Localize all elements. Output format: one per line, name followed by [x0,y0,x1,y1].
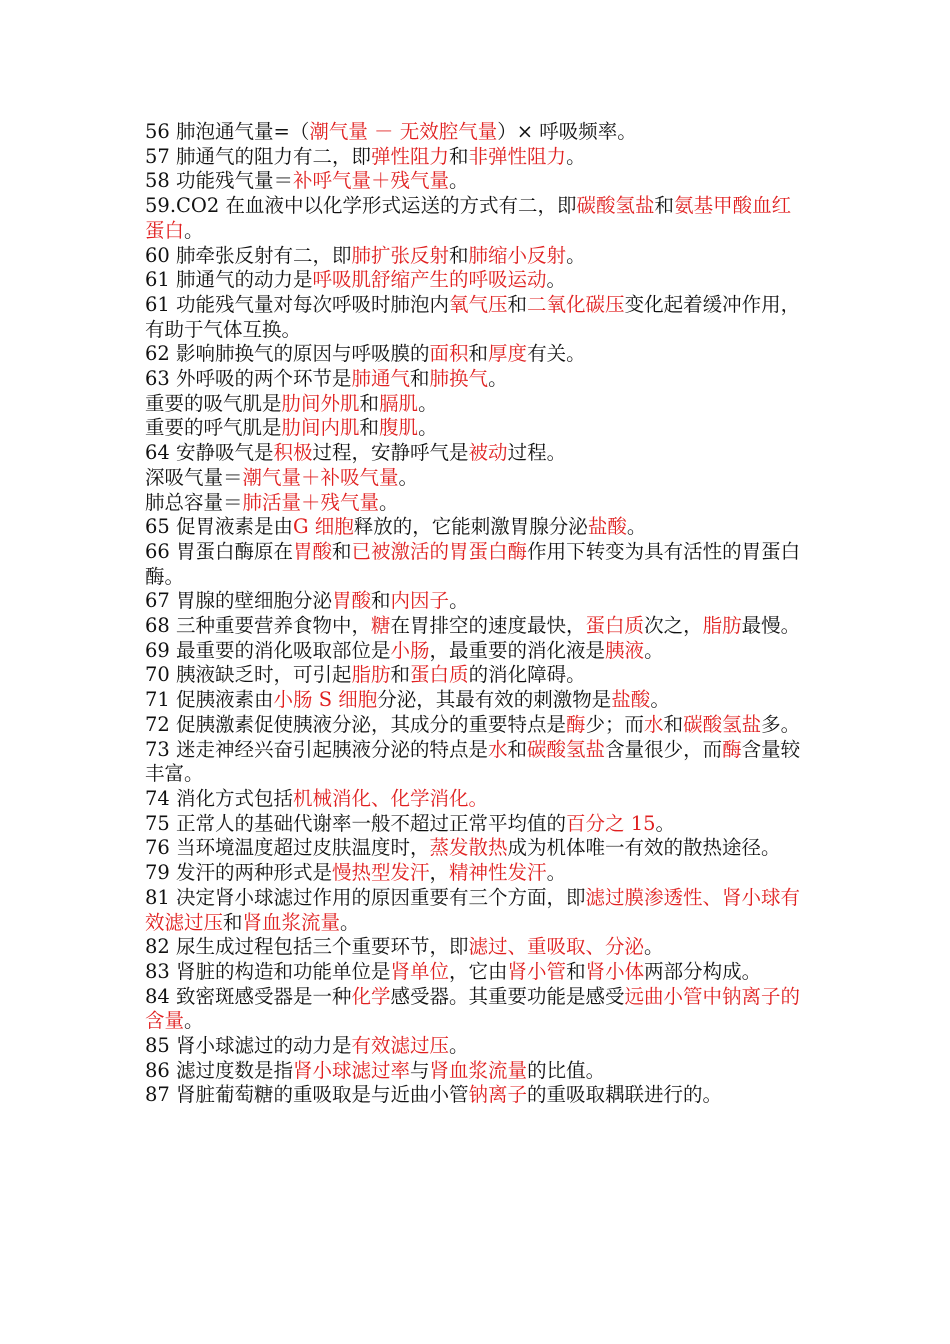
text-segment: 和 [359,391,380,415]
highlighted-term: 有效滤过压 [351,1034,450,1058]
highlighted-term: 厚度 [488,342,528,366]
highlighted-term: 小肠 S 细胞 [273,688,378,712]
text-line [145,244,810,269]
text-line [145,466,810,491]
highlighted-term: 盐酸 [587,515,627,539]
text-segment: 59.CO2 在血液中以化学形式运送的方式有二，即 [145,194,577,218]
text-segment: 重要的呼气肌是 [145,416,282,440]
text-segment: 含量很少，而 [605,737,723,761]
text-segment: 56 肺泡通气量=（ [145,120,310,143]
highlighted-term: 腹肌 [379,416,419,440]
text-segment: 。 [340,910,360,934]
text-segment: 69 最重要的消化吸取部位是 [145,638,391,662]
text-segment: 过程。 [507,441,567,465]
highlighted-term: 肋间内肌 [281,416,360,440]
text-segment: 变化起着缓冲作用，有助于气体互换。 [145,292,801,341]
text-segment: 和 [332,539,352,563]
text-segment: 。 [566,243,586,267]
text-segment: 57 肺通气的阻力有二，即 [145,144,372,168]
text-segment: 和 [371,589,391,613]
highlighted-term: 肺缩小反射 [468,243,567,267]
text-line [145,663,810,688]
highlighted-term: 钠离子 [468,1083,528,1107]
text-segment: 和 [507,292,528,316]
highlighted-term: 盐酸 [611,688,651,712]
text-line [145,392,810,417]
text-segment: 。 [655,811,676,835]
text-line [145,935,810,960]
text-segment: 。 [184,1009,204,1033]
text-segment: 85 肾小球滤过的动力是 [145,1034,352,1058]
text-segment: 。 [626,515,647,539]
highlighted-term: 蛋白质 [585,614,645,638]
highlighted-term: 弹性阻力 [371,144,450,168]
text-line [145,194,810,243]
highlighted-term: 面积 [429,342,469,366]
text-segment: 。 [184,218,204,242]
highlighted-term: 滤过、重吸取、分泌 [468,935,645,959]
text-segment: 和 [507,737,528,761]
highlighted-term: 氧气压 [449,292,508,316]
text-segment: 76 当环境温度超过皮肤温度时， [145,836,430,860]
text-segment: 释放的，它能刺激胃腺分泌 [353,515,588,539]
highlighted-term: 百分之 15 [566,811,656,835]
text-segment: 。 [449,169,469,193]
highlighted-term: 慢热型发汗 [332,861,430,885]
text-line [145,441,810,466]
text-line [145,367,810,392]
text-segment: 。 [546,268,567,292]
text-segment: 65 促胃液素是由 [145,515,294,539]
text-segment: 过程，安静呼气是 [312,441,469,465]
highlighted-term: 已被激活的胃蛋白酶 [351,539,528,563]
text-line [145,293,810,342]
text-segment: 72 促胰激素促使胰液分泌，其成分的重要特点是 [145,712,567,736]
text-line [145,886,810,935]
text-segment: 。 [546,861,567,885]
text-segment: 61 功能残气量对每次呼吸时肺泡内 [145,292,450,316]
text-line [145,688,810,713]
text-line [145,120,810,145]
text-segment: 肺总容量＝ [145,490,243,514]
text-line [145,639,810,664]
highlighted-term: 糖 [371,614,391,638]
text-segment: 81 决定肾小球滤过作用的原因重要有三个方面，即 [145,885,586,909]
text-segment: 62 影响肺换气的原因与呼吸膜的 [145,342,430,366]
text-segment: 64 安静吸气是 [145,441,274,465]
text-segment: 。 [449,1034,469,1058]
text-segment: 60 肺牵张反射有二，即 [145,243,352,267]
text-segment: 的比值。 [527,1058,606,1082]
text-line [145,1083,810,1108]
text-line [145,589,810,614]
text-segment: 和 [410,367,430,391]
highlighted-term: 肺通气 [351,367,411,391]
text-segment: 。 [379,490,399,514]
highlighted-term: 被动 [468,441,508,465]
text-segment: 深吸气量＝ [145,465,243,489]
highlighted-term: 潮气量 － 无效腔气量 [309,120,498,143]
text-segment: 67 胃腺的壁细胞分泌 [145,589,333,613]
text-segment: 和 [449,144,469,168]
text-segment: 的消化障碍。 [468,663,586,687]
text-segment: 和 [449,243,469,267]
text-line [145,738,810,787]
text-segment: 少；而 [585,712,645,736]
text-segment: 75 正常人的基础代谢率一般不超过正常平均值的 [145,811,567,835]
text-segment: 和 [566,959,586,983]
highlighted-term: G 细胞 [293,515,354,539]
text-line [145,515,810,540]
highlighted-term: 肾血浆流量 [429,1058,528,1082]
highlighted-term: 水 [644,712,664,736]
text-segment: 含量较丰富。 [145,737,801,786]
text-segment: 最慢。 [741,614,801,638]
text-segment: 83 肾脏的构造和功能单位是 [145,959,391,983]
highlighted-term: 碳酸氢盐 [527,737,606,761]
text-segment: 87 肾脏葡萄糖的重吸取是与近曲小管 [145,1083,469,1107]
highlighted-term: 氨基甲酸血红蛋白 [145,194,792,242]
text-line [145,491,810,516]
text-segment: 58 功能残气量＝ [145,169,294,193]
text-line [145,342,810,367]
text-segment: 有关。 [527,342,586,366]
text-line [145,268,810,293]
text-segment: 74 消化方式包括 [145,786,294,810]
text-segment: 。 [398,465,419,489]
text-line [145,169,810,194]
highlighted-term: 蛋白质 [410,663,469,687]
text-segment: 与 [410,1058,430,1082]
text-segment: 63 外呼吸的两个环节是 [145,367,352,391]
highlighted-term: 酶 [566,712,586,736]
text-line [145,836,810,861]
highlighted-term: 脂肪 [351,663,391,687]
highlighted-term: 肾单位 [390,959,450,983]
highlighted-term: 脂肪 [702,614,742,638]
text-segment: 。 [644,935,664,959]
text-line [145,960,810,985]
highlighted-term: 肾小体 [585,959,645,983]
highlighted-term: 酶 [722,737,742,761]
highlighted-term: 胃酸 [332,589,372,613]
text-segment: 作用下转变为具有活性的胃蛋白酶。 [145,539,801,588]
text-segment: 。 [566,144,586,168]
text-line [145,145,810,170]
highlighted-term: 补呼气量＋残气量 [293,169,450,193]
text-segment: 。 [418,416,438,440]
text-segment: 。 [644,638,664,662]
highlighted-term: 胃酸 [293,539,333,563]
text-segment: 。 [488,367,508,391]
text-line [145,787,810,812]
highlighted-term: 内因子 [390,589,450,613]
text-line [145,812,810,837]
text-segment: 66 胃蛋白酶原在 [145,539,294,563]
highlighted-term: 非弹性阻力 [468,144,567,168]
text-segment: 68 三种重要营养食物中， [145,614,372,638]
text-segment: 和 [663,712,684,736]
text-segment: ）× 呼吸频率。 [497,120,637,143]
text-line [145,540,810,589]
highlighted-term: 胰液 [605,638,645,662]
text-segment: 82 尿生成过程包括三个重要环节，即 [145,935,469,959]
highlighted-term: 滤过膜渗透性、肾小球有效滤过压 [145,885,801,934]
highlighted-term: 膈肌 [379,391,419,415]
highlighted-term: 肺扩张反射 [351,243,450,267]
text-segment: 成为机体唯一有效的散热途径。 [507,836,781,860]
text-segment: 。 [650,688,670,712]
highlighted-term: 小肠 [390,638,430,662]
text-segment: 在胃排空的速度最快， [390,614,586,638]
text-segment: 和 [359,416,380,440]
highlighted-term: 机械消化、化学消化。 [293,786,489,810]
text-segment: 和 [654,194,675,218]
text-segment: 70 胰液缺乏时，可引起 [145,663,352,687]
text-segment: ，最重要的消化液是 [429,638,606,662]
highlighted-term: 肾小管 [507,959,567,983]
highlighted-term: 积极 [273,441,313,465]
highlighted-term: 水 [488,737,508,761]
text-segment: 84 致密斑感受器是一种 [145,984,352,1008]
highlighted-term: 碳酸氢盐 [576,194,655,218]
text-line [145,713,810,738]
text-segment: 的重吸取耦联进行的。 [527,1083,723,1107]
text-segment: 71 促胰液素由 [145,688,274,712]
text-segment: 79 发汗的两种形式是 [145,861,333,885]
highlighted-term: 化学 [351,984,391,1008]
text-segment: ， [429,861,450,885]
text-segment: 73 迷走神经兴奋引起胰液分泌的特点是 [145,737,489,761]
text-segment: ，它由 [449,959,508,983]
text-line [145,1034,810,1059]
highlighted-term: 肺活量＋残气量 [242,490,380,514]
text-segment: 和 [223,910,243,934]
highlighted-term: 呼吸肌舒缩产生的呼吸运动 [312,268,547,292]
highlighted-term: 肾血浆流量 [242,910,341,934]
text-segment: 。 [418,391,438,415]
highlighted-term: 潮气量＋补吸气量 [242,465,399,489]
highlighted-term: 远曲小管中钠离子的含量 [145,984,801,1033]
highlighted-term: 肋间外肌 [281,391,360,415]
highlighted-term: 肺换气 [429,367,489,391]
document-body [145,120,810,1108]
text-line [145,861,810,886]
text-segment: 重要的吸气肌是 [145,391,282,415]
text-segment: 次之， [644,614,703,638]
text-segment: 86 滤过度数是指 [145,1058,294,1082]
text-line [145,985,810,1034]
highlighted-term: 碳酸氢盐 [683,712,762,736]
highlighted-term: 精神性发汗 [449,861,547,885]
text-segment: 多。 [761,712,801,736]
text-segment: 和 [390,663,411,687]
highlighted-term: 蒸发散热 [429,836,508,860]
text-segment: 两部分构成。 [644,959,762,983]
text-segment: 感受器。其重要功能是感受 [390,984,625,1008]
text-segment: 61 肺通气的动力是 [145,268,313,292]
text-line [145,416,810,441]
text-segment: 分泌，其最有效的刺激物是 [377,688,612,712]
highlighted-term: 肾小球滤过率 [293,1058,411,1082]
text-line [145,614,810,639]
text-segment: 和 [468,342,489,366]
highlighted-term: 二氧化碳压 [527,292,625,316]
text-segment: 。 [449,589,469,613]
text-line [145,1059,810,1084]
